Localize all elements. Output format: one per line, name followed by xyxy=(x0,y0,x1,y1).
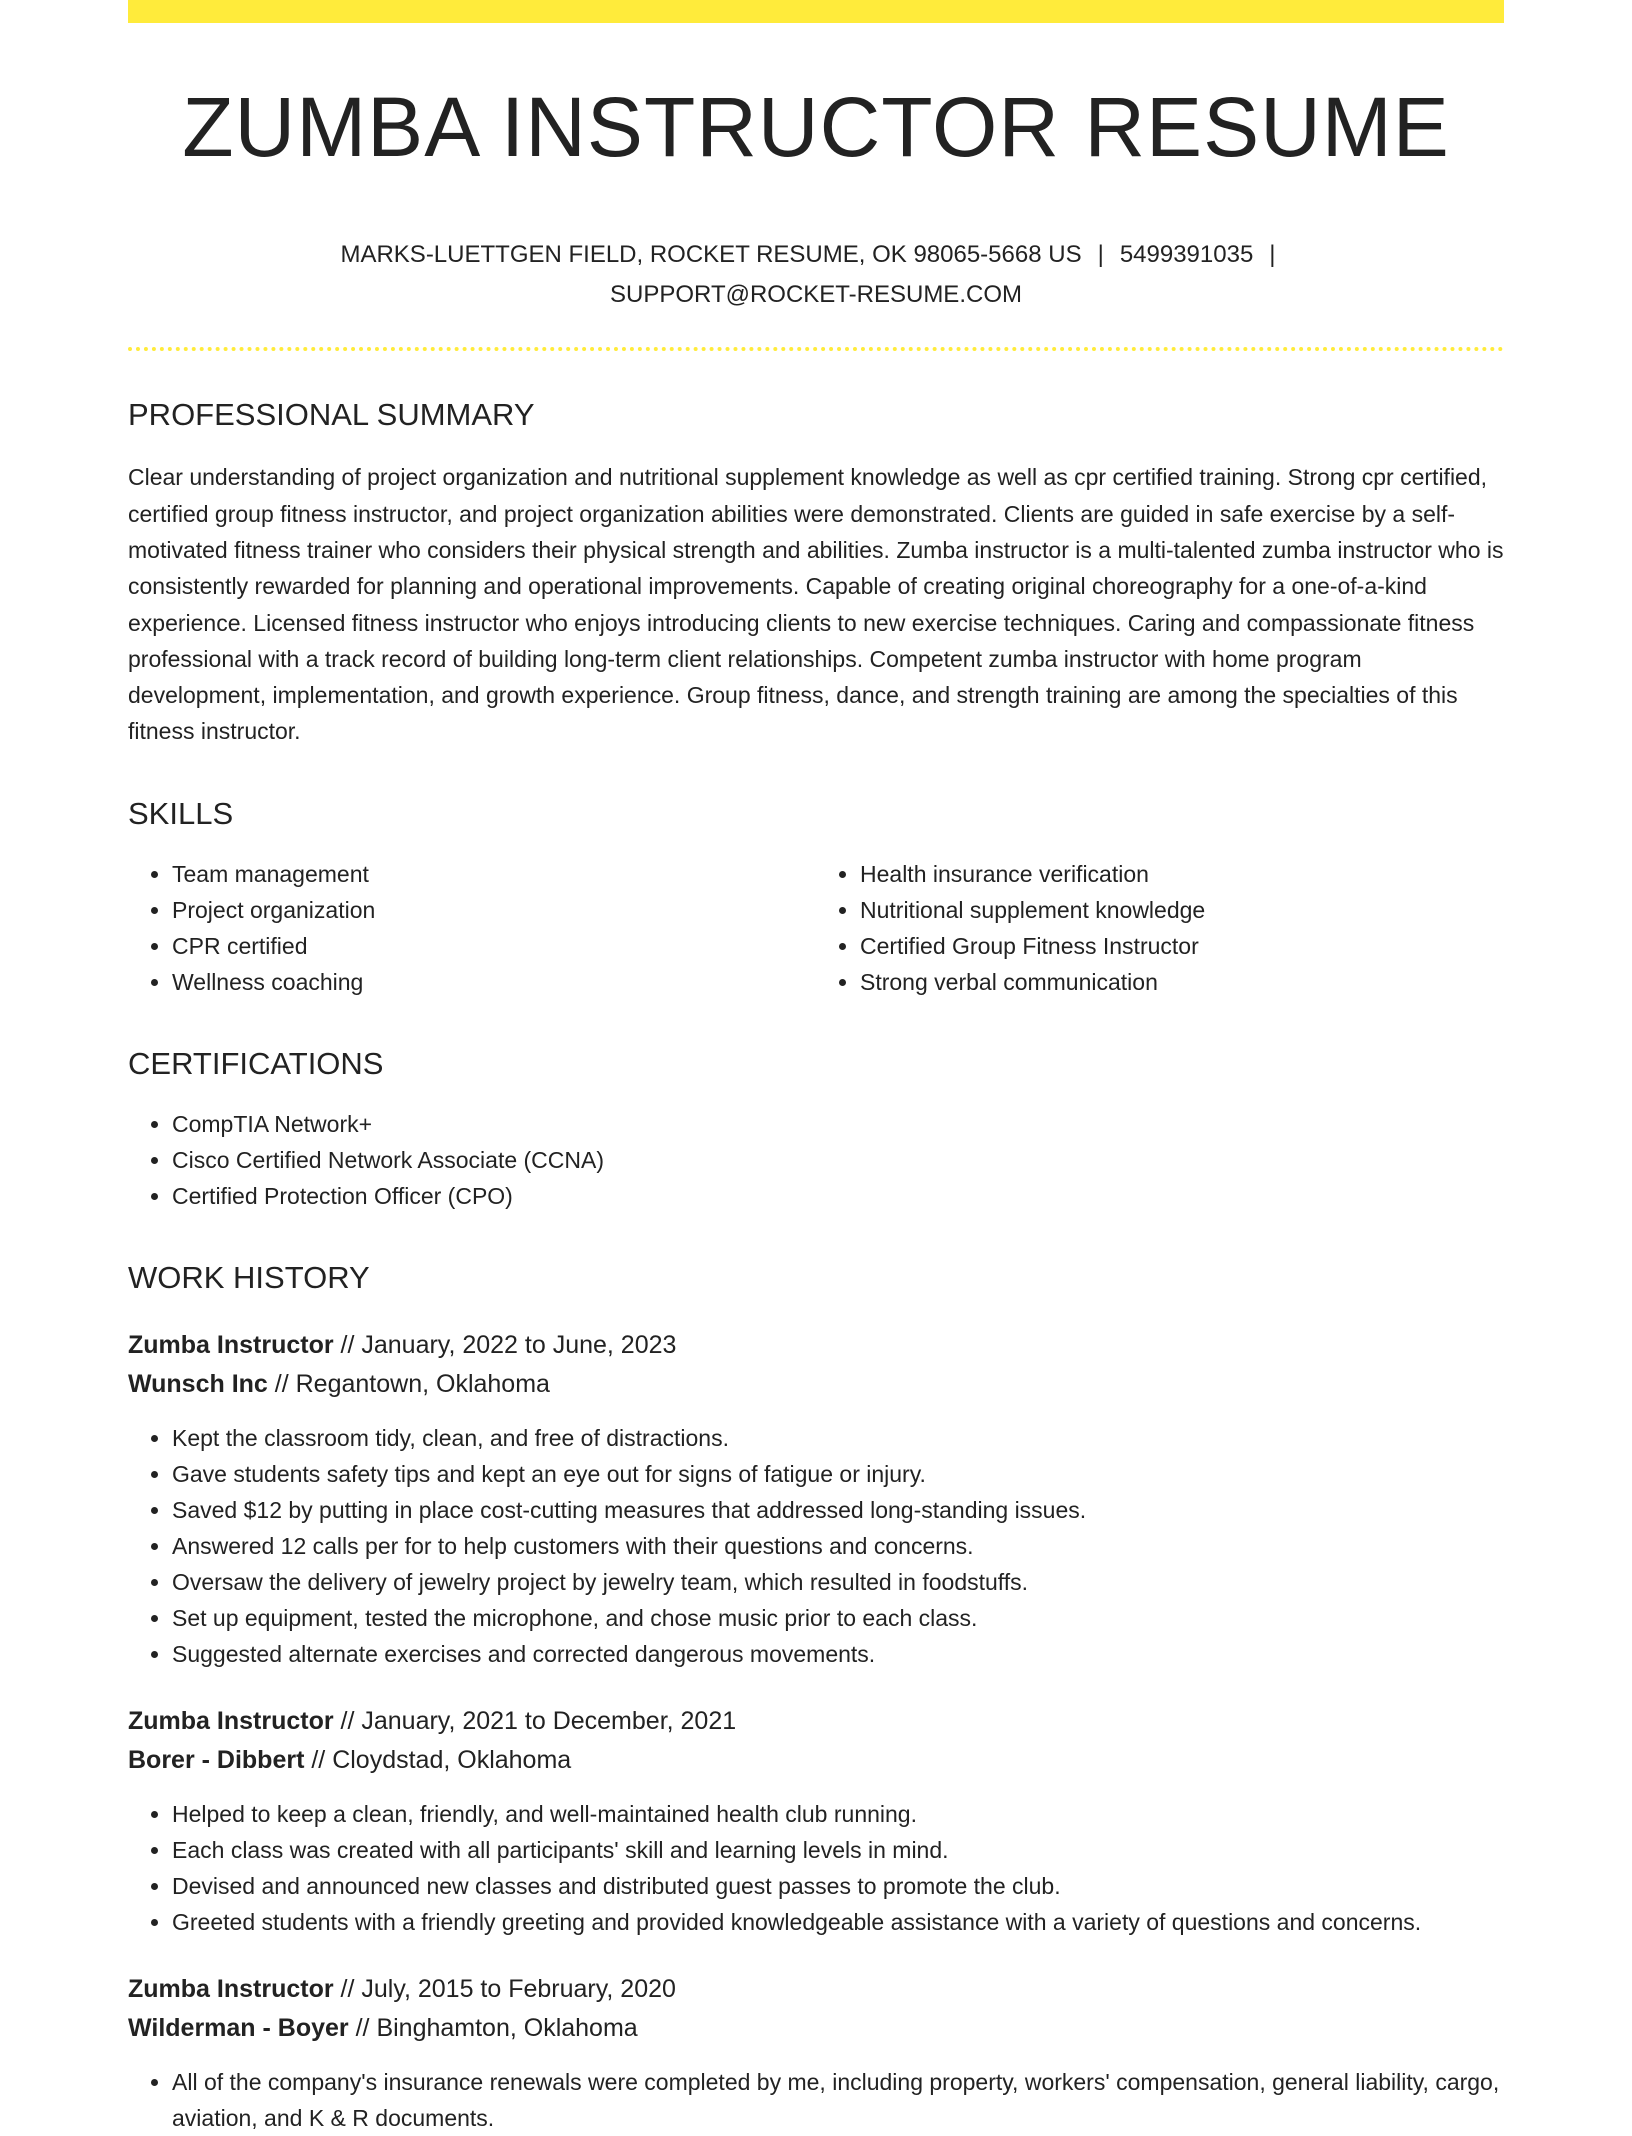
certifications-list xyxy=(128,1106,1504,1214)
job-location: // Regantown, Oklahoma xyxy=(267,1369,550,1398)
job-company-line xyxy=(128,1365,1504,1404)
skills-heading: SKILLS xyxy=(128,795,234,831)
job-bullet: • Greeted students with a friendly greeting and provided knowledgeable assistance with a variety of questions and concerns. xyxy=(172,1904,1504,1940)
contact-separator: | xyxy=(1097,241,1104,269)
resume-title: ZUMBA INSTRUCTOR RESUME xyxy=(182,80,1450,174)
top-accent-bar xyxy=(128,0,1504,23)
contact-phone: 5499391035 xyxy=(1119,241,1254,269)
summary-heading: PROFESSIONAL SUMMARY xyxy=(128,397,535,433)
skill-item: • Project organization xyxy=(172,892,816,928)
job-company-line xyxy=(128,2009,1504,2048)
skill-item: • Nutritional supplement knowledge xyxy=(860,892,1504,928)
job-title-line xyxy=(128,1970,1504,2009)
job-bullet: • Devised and announced new classes and distributed guest passes to promote the club. xyxy=(172,1868,1504,1904)
contact-address: MARKS-LUETTGEN FIELD, ROCKET RESUME, OK 98065-5668 US xyxy=(340,241,1082,269)
job-company: Borer - Dibbert xyxy=(128,1745,305,1774)
skill-item: • Health insurance verification xyxy=(860,856,1504,892)
job-entry xyxy=(128,1702,1504,1940)
job-dates: // January, 2021 to December, 2021 xyxy=(333,1706,737,1735)
certifications-heading: CERTIFICATIONS xyxy=(128,1045,384,1081)
skill-item: • CPR certified xyxy=(172,928,816,964)
skills-columns xyxy=(128,856,1504,1000)
job-location: // Cloydstad, Oklahoma xyxy=(304,1745,572,1774)
job-bullet: • Each class was created with all participants' skill and learning levels in mind. xyxy=(172,1832,1504,1868)
job-company: Wilderman - Boyer xyxy=(128,2013,349,2042)
job-bullet: • Gave students safety tips and kept an eye out for signs of fatigue or injury. xyxy=(172,1456,1504,1492)
dotted-divider xyxy=(128,347,1504,351)
skill-item: • Strong verbal communication xyxy=(860,964,1504,1000)
job-bullet: • All of the company's insurance renewals were completed by me, including property, workers' compensation, general liability, cargo, aviation, and K & R documents. xyxy=(172,2064,1504,2136)
contact-email: SUPPORT@ROCKET-RESUME.COM xyxy=(610,281,1022,309)
certification-item: • Cisco Certified Network Associate (CCNA) xyxy=(172,1142,1504,1178)
contact-separator: | xyxy=(1269,241,1276,269)
summary-text: Clear understanding of project organization and nutritional supplement knowledge as well as cpr certified training. Strong cpr certified, certified group fitness instructor, and project organization abilities were demonstrated. Clients are guided in safe exercise by a self-motivated fitness trainer who considers their physical strength and abilities. Zumba instructor is a multi-talented zumba instructor who is consistently rewarded for planning and operational improvements. Capable of creating original choreography for a one-of-a-kind experience. Licensed fitness instructor who enjoys introducing clients to new exercise techniques. Caring and compassionate fitness professional with a track record of building long-term client relationships. Competent zumba instructor with home program development, implementation, and growth experience. Group fitness, dance, and strength training are among the specialties of this fitness instructor. xyxy=(128,464,1504,745)
job-bullets xyxy=(128,1420,1504,1672)
certification-item: • CompTIA Network+ xyxy=(172,1106,1504,1142)
work-history-heading: WORK HISTORY xyxy=(128,1259,370,1295)
job-title-line xyxy=(128,1326,1504,1365)
job-dates: // January, 2022 to June, 2023 xyxy=(333,1330,677,1359)
job-dates: // July, 2015 to February, 2020 xyxy=(333,1974,676,2003)
skills-right-list xyxy=(816,856,1504,1000)
job-location: // Binghamton, Oklahoma xyxy=(348,2013,638,2042)
job-title: Zumba Instructor xyxy=(128,1974,334,2003)
job-entry xyxy=(128,1970,1504,2136)
job-bullet: • Suggested alternate exercises and corrected dangerous movements. xyxy=(172,1636,1504,1672)
job-bullet: • Kept the classroom tidy, clean, and free of distractions. xyxy=(172,1420,1504,1456)
job-title-line xyxy=(128,1702,1504,1741)
skill-item: • Wellness coaching xyxy=(172,964,816,1000)
job-entry xyxy=(128,1326,1504,1672)
job-bullet: • Answered 12 calls per for to help customers with their questions and concerns. xyxy=(172,1528,1504,1564)
job-bullet: • Helped to keep a clean, friendly, and well-maintained health club running. xyxy=(172,1796,1504,1832)
job-company: Wunsch Inc xyxy=(128,1369,268,1398)
skill-item: • Certified Group Fitness Instructor xyxy=(860,928,1504,964)
job-company-line xyxy=(128,1741,1504,1780)
contact-info xyxy=(128,235,1504,315)
skills-left-list xyxy=(128,856,816,1000)
resume-page xyxy=(128,0,1504,2136)
job-bullet: • Set up equipment, tested the microphone, and chose music prior to each class. xyxy=(172,1600,1504,1636)
skill-item: • Team management xyxy=(172,856,816,892)
job-title: Zumba Instructor xyxy=(128,1706,334,1735)
certification-item: • Certified Protection Officer (CPO) xyxy=(172,1178,1504,1214)
job-bullet: • Oversaw the delivery of jewelry project by jewelry team, which resulted in foodstuffs. xyxy=(172,1564,1504,1600)
job-bullets xyxy=(128,2064,1504,2136)
job-title: Zumba Instructor xyxy=(128,1330,334,1359)
job-bullet: • Saved $12 by putting in place cost-cutting measures that addressed long-standing issues. xyxy=(172,1492,1504,1528)
job-bullets xyxy=(128,1796,1504,1940)
